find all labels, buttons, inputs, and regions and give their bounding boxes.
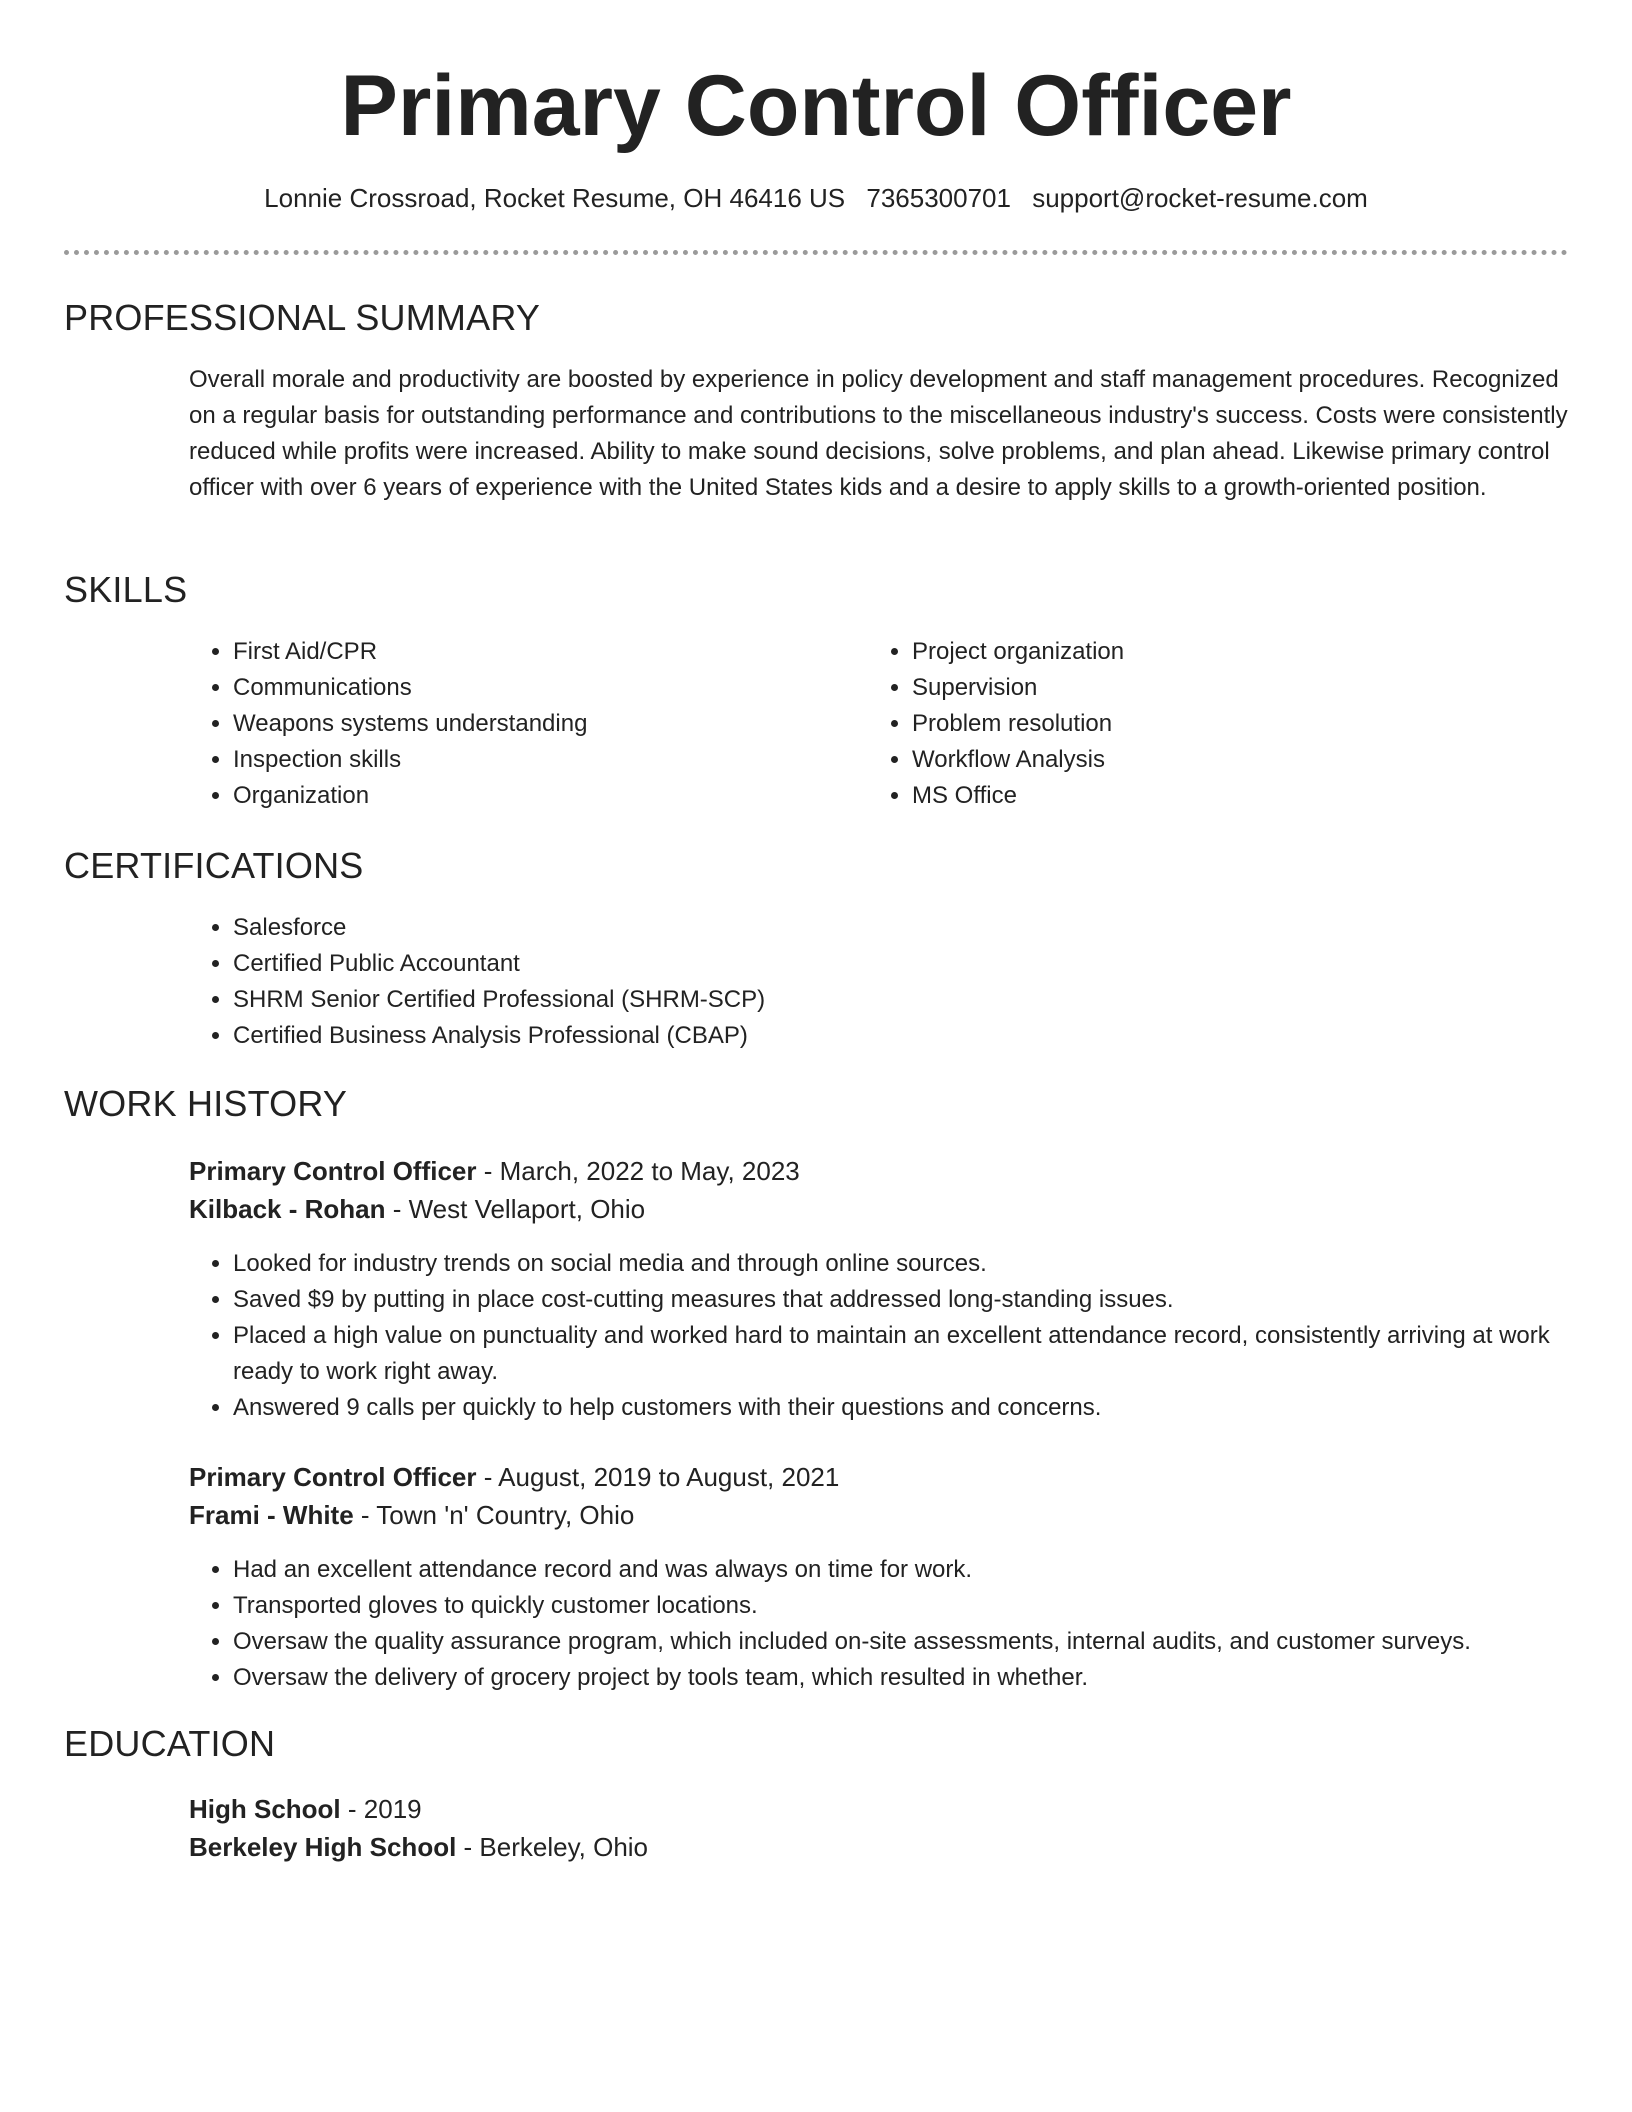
contact-phone: 7365300701 bbox=[866, 183, 1011, 213]
job-bullet: • Oversaw the quality assurance program, which included on-site assessments, internal audits, and customer surveys. bbox=[233, 1624, 1569, 1660]
summary-text: Overall morale and productivity are boosted by experience in policy development and staff management procedures. Recognized on a regular basis for outstanding performance and contributions to the miscellaneous industry's success. Costs were consistently reduced while profits were increased. Ability to make sound decisions, solve problems, and plan ahead. Likewise primary control officer with over 6 years of experience with the United States kids and a desire to apply skills to a growth-oriented position. bbox=[189, 366, 1568, 501]
contact-email: support@rocket-resume.com bbox=[1032, 183, 1368, 213]
job-location: - Town 'n' Country, Ohio bbox=[353, 1500, 635, 1530]
skills-list-right bbox=[868, 634, 1508, 814]
certification-item: • Certified Public Accountant bbox=[233, 946, 1569, 982]
job-bullets bbox=[189, 1552, 1569, 1696]
job-title-line bbox=[189, 1458, 1569, 1496]
education-year: - 2019 bbox=[340, 1794, 422, 1824]
education-heading: EDUCATION bbox=[64, 1723, 276, 1764]
contact-address: Lonnie Crossroad, Rocket Resume, OH 46416 US bbox=[264, 183, 846, 213]
job-dates: - March, 2022 to May, 2023 bbox=[476, 1156, 800, 1186]
skill-item: • Problem resolution bbox=[912, 706, 1508, 742]
job-title-line bbox=[189, 1152, 1569, 1190]
job-dates: - August, 2019 to August, 2021 bbox=[476, 1462, 840, 1492]
job-bullet: • Transported gloves to quickly customer locations. bbox=[233, 1588, 1569, 1624]
education-degree-line bbox=[189, 1790, 1569, 1828]
job-company: Kilback - Rohan bbox=[189, 1194, 386, 1224]
education-school: Berkeley High School bbox=[189, 1832, 457, 1862]
job-bullet: • Looked for industry trends on social media and through online sources. bbox=[233, 1246, 1569, 1282]
skill-item: • MS Office bbox=[912, 778, 1508, 814]
skill-item: • Communications bbox=[233, 670, 829, 706]
skill-item: • Weapons systems understanding bbox=[233, 706, 829, 742]
job-entry bbox=[189, 1458, 1569, 1534]
skill-item: • Supervision bbox=[912, 670, 1508, 706]
certification-item: • Certified Business Analysis Professional (CBAP) bbox=[233, 1018, 1569, 1054]
certification-item: • Salesforce bbox=[233, 910, 1569, 946]
contact-line bbox=[0, 180, 1632, 216]
skill-item: • Workflow Analysis bbox=[912, 742, 1508, 778]
certifications-section bbox=[189, 910, 1569, 1054]
job-location: - West Vellaport, Ohio bbox=[385, 1194, 646, 1224]
job-bullet: • Oversaw the delivery of grocery project by tools team, which resulted in whether. bbox=[233, 1660, 1569, 1696]
job-title: Primary Control Officer bbox=[189, 1462, 477, 1492]
job-bullet: • Placed a high value on punctuality and worked hard to maintain an excellent attendance record, consistently arriving at work ready to work right away. bbox=[233, 1318, 1569, 1390]
job-company: Frami - White bbox=[189, 1500, 354, 1530]
resume-title: Primary Control Officer bbox=[340, 58, 1292, 154]
skill-item: • Project organization bbox=[912, 634, 1508, 670]
education-degree: High School bbox=[189, 1794, 341, 1824]
job-company-line bbox=[189, 1190, 1569, 1228]
education-location: - Berkeley, Ohio bbox=[456, 1832, 649, 1862]
summary-section bbox=[189, 362, 1571, 506]
skill-item: • First Aid/CPR bbox=[233, 634, 829, 670]
job-bullets bbox=[189, 1246, 1569, 1426]
summary-heading: PROFESSIONAL SUMMARY bbox=[64, 297, 541, 338]
job-bullet: • Had an excellent attendance record and was always on time for work. bbox=[233, 1552, 1569, 1588]
job-bullet: • Saved $9 by putting in place cost-cutting measures that addressed long-standing issues. bbox=[233, 1282, 1569, 1318]
job-title: Primary Control Officer bbox=[189, 1156, 477, 1186]
job-entry bbox=[189, 1152, 1569, 1228]
skill-item: • Inspection skills bbox=[233, 742, 829, 778]
education-entry bbox=[189, 1790, 1569, 1866]
certification-item: • SHRM Senior Certified Professional (SHRM-SCP) bbox=[233, 982, 1569, 1018]
header-divider bbox=[64, 250, 1568, 255]
certifications-heading: CERTIFICATIONS bbox=[64, 845, 364, 886]
skills-list-left bbox=[189, 634, 829, 814]
job-bullet: • Answered 9 calls per quickly to help customers with their questions and concerns. bbox=[233, 1390, 1569, 1426]
education-school-line bbox=[189, 1828, 1569, 1866]
work-history-heading: WORK HISTORY bbox=[64, 1083, 348, 1124]
skill-item: • Organization bbox=[233, 778, 829, 814]
skills-heading: SKILLS bbox=[64, 569, 188, 610]
job-company-line bbox=[189, 1496, 1569, 1534]
